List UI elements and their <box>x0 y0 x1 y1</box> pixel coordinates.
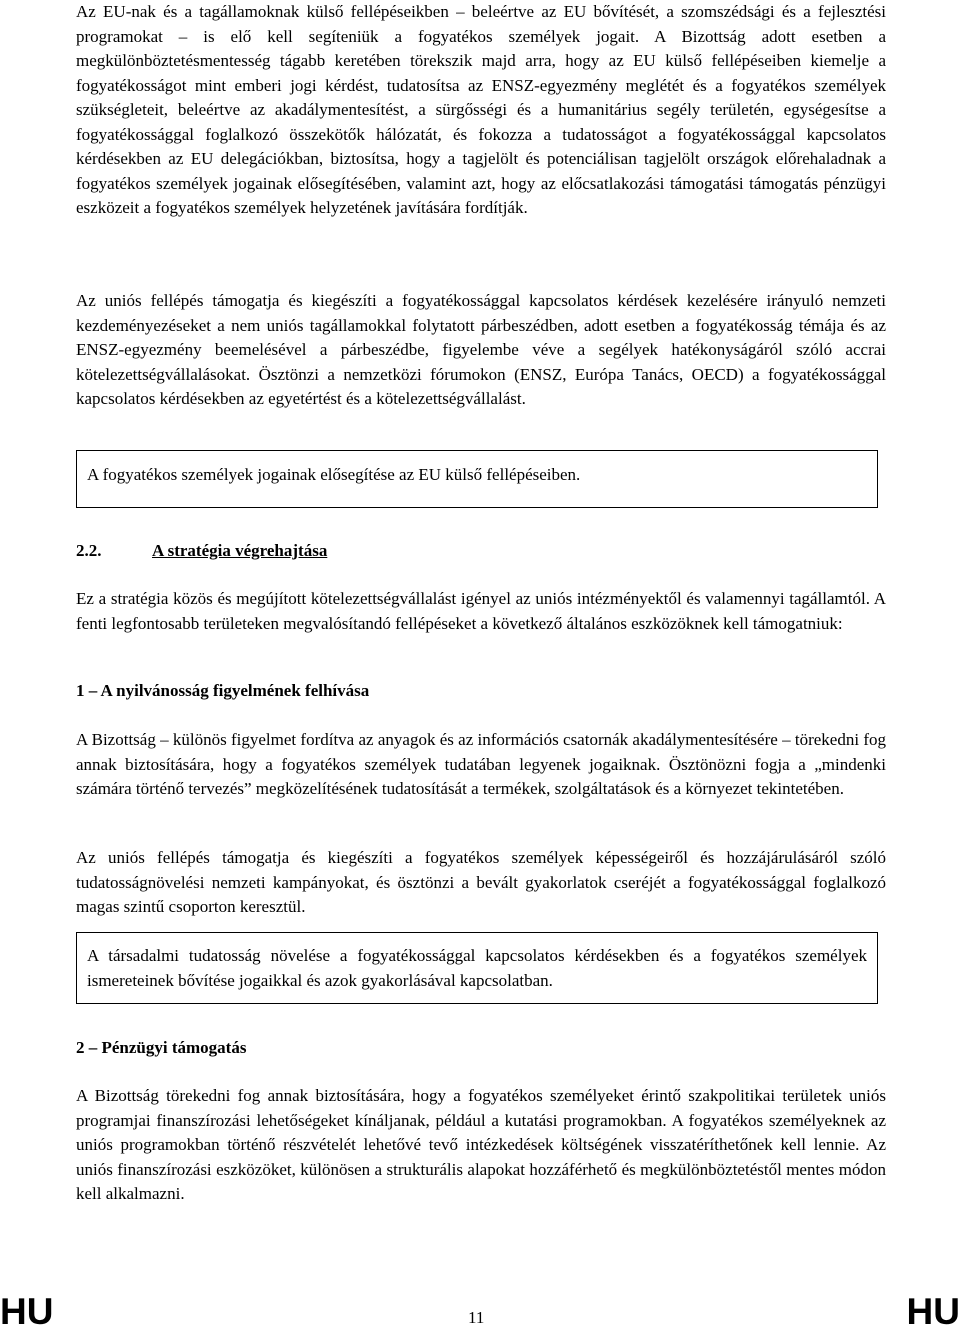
footer-language-code-left: HU <box>0 1291 54 1332</box>
paragraph-external-action: Az EU-nak és a tagállamoknak külső fellépéseikben – beleértve az EU bővítését, a szomszédsági és a fejlesztési programokat – is elő kell segíteniük a fogyatékos személyek jogait. A Bizottság adott esetben a megkülönböztetésmentesség tágabb keretében törekszik majd arra, hogy az EU külső fellépéseiben kiemelje a fogyatékosságot mint emberi jogi kérdést, tudatosítsa az ENSZ-egyezmény meglétét és a fogyatékos személyek szükségleteit, beleértve az akadálymentesítést, a sürgősségi és a humanitárius segély területén, egységesítse a fogyatékossággal foglalkozó összekötők hálózatát, és fokozza a tudatosságot a fogyatékossággal kapcsolatos kérdésekben az EU delegációkban, biztosítsa, hogy a tagjelölt és potenciálisan tagjelölt országok előrehaladnak a fogyatékos személyek jogainak elősegítésében, valamint azt, hogy az előcsatlakozási támogatási támogatás pénzügyi eszközeit a fogyatékos személyek helyzetének javítására fordítják. <box>76 2 886 217</box>
subheading-financial-support: 2 – Pénzügyi támogatás <box>76 1038 247 1057</box>
footer-language-code-right: HU <box>906 1291 960 1332</box>
section-heading-2-2 <box>76 541 327 561</box>
page-number: 11 <box>468 1308 485 1327</box>
paragraph-strategy-implementation: Ez a stratégia közös és megújított kötelezettségvállalást igényel az uniós intézményektől és valamennyi tagállamtól. A fenti legfontosabb területeken megvalósítandó fellépéseket a következő általános eszközöknek kell támogatniuk: <box>76 589 886 633</box>
paragraph-union-action-dialogue: Az uniós fellépés támogatja és kiegészíti a fogyatékossággal kapcsolatos kérdések kezelésére irányuló nemzeti kezdeményezéseket a nem uniós tagállamokkal folytatott párbeszédben, adott esetben a fogyatékosság témája és az ENSZ-egyezmény beemelésével a párbeszédbe, figyelembe véve a segélyek hatékonyságáról szóló accrai kötelezettségvállalásokat. Ösztönzi a nemzetközi fórumokon (ENSZ, Európa Tanács, OECD) a fogyatékossággal kapcsolatos kérdésekben az egyetértést és a kötelezettségvállalást. <box>76 291 886 408</box>
subheading-awareness: 1 – A nyilvánosság figyelmének felhívása <box>76 681 370 700</box>
summary-box-awareness: A társadalmi tudatosság növelése a fogyatékossággal kapcsolatos kérdésekben és a fogyatékos személyek ismereteinek bővítése jogaikkal és azok gyakorlásával kapcsolatban. <box>76 932 878 1004</box>
paragraph-national-campaigns: Az uniós fellépés támogatja és kiegészíti a fogyatékos személyek képességeiről és hozzájárulásáról szóló tudatosságnövelési nemzeti kampányokat, és ösztönzi a bevált gyakorlatok cseréjét a fogyatékossággal foglalkozó magas szintű csoporton keresztül. <box>76 848 886 916</box>
section-title: A stratégia végrehajtása <box>152 541 328 560</box>
paragraph-commission-awareness: A Bizottság – különös figyelmet fordítva az anyagok és az információs csatornák akadálymentesítésére – törekedni fog annak biztosítására, hogy a fogyatékos személyek tudatában legyenek jogaiknak. Ösztönözni fogja a „mindenki számára történő tervezés” megközelítésének tudatosítását a termékek, szolgáltatások és a környezet tekintetében. <box>76 730 886 798</box>
paragraph-financial-support: A Bizottság törekedni fog annak biztosítására, hogy a fogyatékos személyeket érintő szakpolitikai területek uniós programjai finanszírozási lehetőségeket kínáljanak, például a kutatási programokban. A fogyatékos személyeknek az uniós programokban történő részvételét lehetővé tevő intézkedések költségének visszatéríthetőnek kell lennie. Az uniós finanszírozási eszközöket, különösen a strukturális alapokat hozzáférhető és megkülönböztetéstől mentes módon kell alkalmazni. <box>76 1086 886 1203</box>
summary-box-external-action: A fogyatékos személyek jogainak elősegítése az EU külső fellépéseiben. <box>76 450 878 508</box>
section-number: 2.2. <box>76 541 102 560</box>
